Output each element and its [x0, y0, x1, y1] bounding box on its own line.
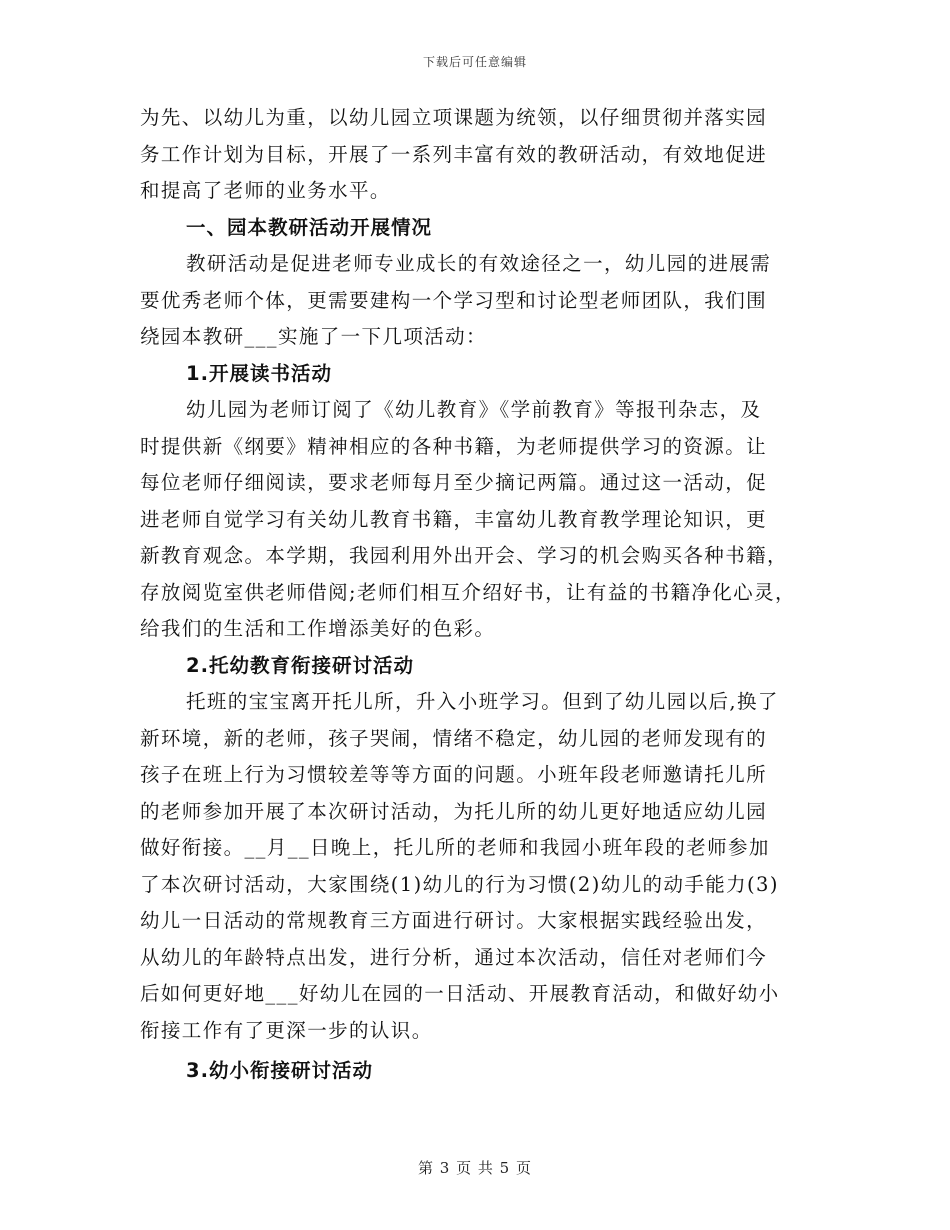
text-line: 衔接工作有了更深一步的认识。	[140, 1018, 433, 1042]
page-header-note: 下载后可任意编辑	[422, 55, 527, 69]
item-heading-2: 2.托幼教育衔接研讨活动	[186, 653, 414, 677]
text-line: 托班的宝宝离开托儿所，升入小班学习。但到了幼儿园以后,换了	[186, 690, 779, 713]
text-line: 绕园本教研___实施了一下几项活动：	[140, 325, 487, 348]
text-line: 时提供新《纲要》精神相应的各种书籍，为老师提供学习的资源。让	[140, 434, 768, 458]
item-heading-1: 1.开展读书活动	[186, 361, 332, 385]
text-line: 给我们的生活和工作增添美好的色彩。	[140, 617, 496, 640]
text-line: 从幼儿的年龄特点出发，进行分析，通过本次活动，信任对老师们今	[140, 945, 768, 969]
item-heading-3: 3.幼小衔接研讨活动	[186, 1059, 373, 1082]
text-line: 孩子在班上行为习惯较差等等方面的问题。小班年段老师邀请托儿所	[140, 763, 768, 786]
text-line: 为先、以幼儿为重，以幼儿园立项课题为统领，以仔细贯彻并落实园	[140, 106, 768, 129]
section-heading-1: 一、园本教研活动开展情况	[186, 215, 433, 239]
text-line: 后如何更好地___好幼儿在园的一日活动、开展教育活动，和做好幼小	[140, 982, 780, 1005]
intro-paragraph	[140, 100, 830, 210]
document-body	[140, 100, 830, 1090]
text-line: 了本次研讨活动，大家围绕(1)幼儿的行为习惯(2)幼儿的动手能力(3)	[140, 872, 779, 896]
item2-paragraph	[140, 684, 830, 1049]
text-line: 新环境，新的老师，孩子哭闹，情绪不稳定，幼儿园的老师发现有的	[140, 726, 768, 750]
text-line: 和提高了老师的业务水平。	[140, 179, 391, 202]
text-line: 要优秀老师个体，更需要建构一个学习型和讨论型老师团队，我们围	[140, 288, 768, 312]
text-line: 进老师自觉学习有关幼儿教育书籍，丰富幼儿教育教学理论知识，更	[140, 507, 768, 531]
text-line: 做好衔接。__月__日晚上，托儿所的老师和我园小班年段的老师参加	[140, 836, 770, 859]
section1-paragraph	[140, 246, 830, 356]
text-line: 的老师参加开展了本次研讨活动，为托儿所的幼儿更好地适应幼儿园	[140, 799, 768, 823]
text-line: 务工作计划为目标，开展了一系列丰富有效的教研活动，有效地促进	[140, 142, 768, 166]
text-line: 幼儿一日活动的常规教育三方面进行研讨。大家根据实践经验出发，	[140, 909, 768, 932]
text-line: 教研活动是促进老师专业成长的有效途径之一，幼儿园的进展需	[186, 252, 772, 275]
item1-paragraph	[140, 392, 830, 648]
text-line: 新教育观念。本学期，我园利用外出开会、学习的机会购买各种书籍，	[140, 544, 788, 567]
text-line: 幼儿园为老师订阅了《幼儿教育》《学前教育》等报刊杂志，及	[186, 398, 762, 421]
page-number: 第 3 页 共 5 页	[418, 1159, 532, 1177]
text-line: 每位老师仔细阅读，要求老师每月至少摘记两篇。通过这一活动，促	[140, 471, 768, 494]
text-line: 存放阅览室供老师借阅;老师们相互介绍好书，让有益的书籍净化心灵，	[140, 580, 796, 604]
